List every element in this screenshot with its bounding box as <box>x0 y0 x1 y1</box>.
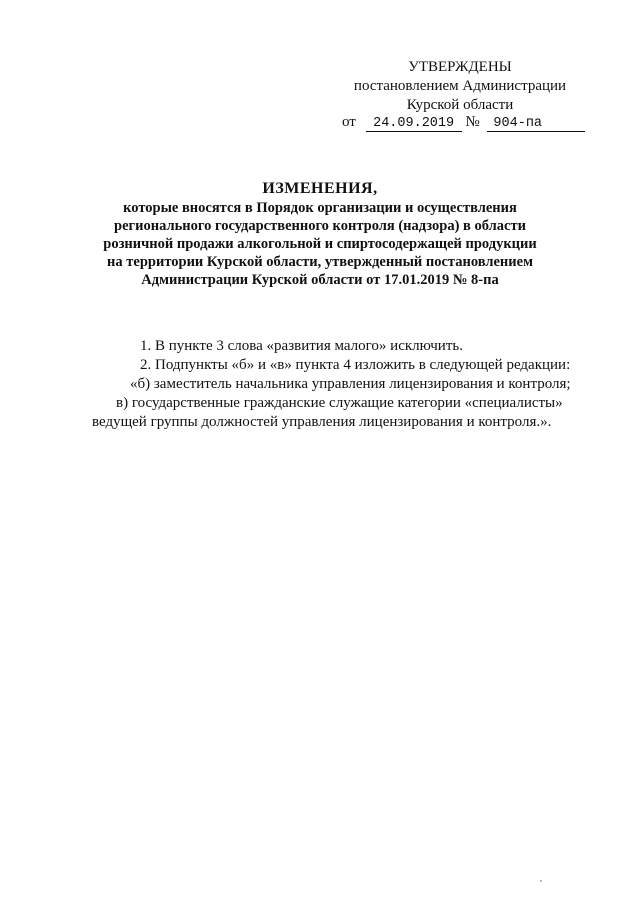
approval-date: 24.09.2019 <box>366 116 462 132</box>
title-line: которые вносятся в Порядок организации и осуществления <box>123 200 517 216</box>
approval-line-1: постановлением Администрации <box>353 78 567 94</box>
title-line: розничной продажи алкогольной и спиртосодержащей продукции <box>103 236 537 252</box>
body-paragraph: 1. В пункте 3 слова «развития малого» исключить. <box>140 338 463 354</box>
approval-date-line <box>342 114 585 132</box>
body-paragraph: в) государственные гражданские служащие категории «специалисты» <box>116 395 563 411</box>
title-line: Администрации Курской области от 17.01.2019 № 8-па <box>141 272 499 288</box>
title-line: регионального государственного контроля (надзора) в области <box>114 218 526 234</box>
title-heading: ИЗМЕНЕНИЯ, <box>262 180 378 197</box>
number-label: № <box>465 114 480 130</box>
body-paragraph: «б) заместитель начальника управления лицензирования и контроля; <box>130 376 571 392</box>
body-paragraph: 2. Подпункты «б» и «в» пункта 4 изложить в следующей редакции: <box>140 357 571 373</box>
document-body <box>92 337 588 432</box>
approval-line-2: Курской области <box>406 97 514 113</box>
body-paragraph: ведущей группы должностей управления лицензирования и контроля.». <box>92 414 552 430</box>
approval-stamp <box>330 58 590 115</box>
from-label: от <box>342 114 356 130</box>
scan-speck <box>540 880 542 882</box>
approval-heading: УТВЕРЖДЕНЫ <box>408 59 512 75</box>
title-line: на территории Курской области, утвержденный постановлением <box>107 254 533 270</box>
approval-number: 904-па <box>487 116 585 132</box>
document-title <box>90 180 550 289</box>
